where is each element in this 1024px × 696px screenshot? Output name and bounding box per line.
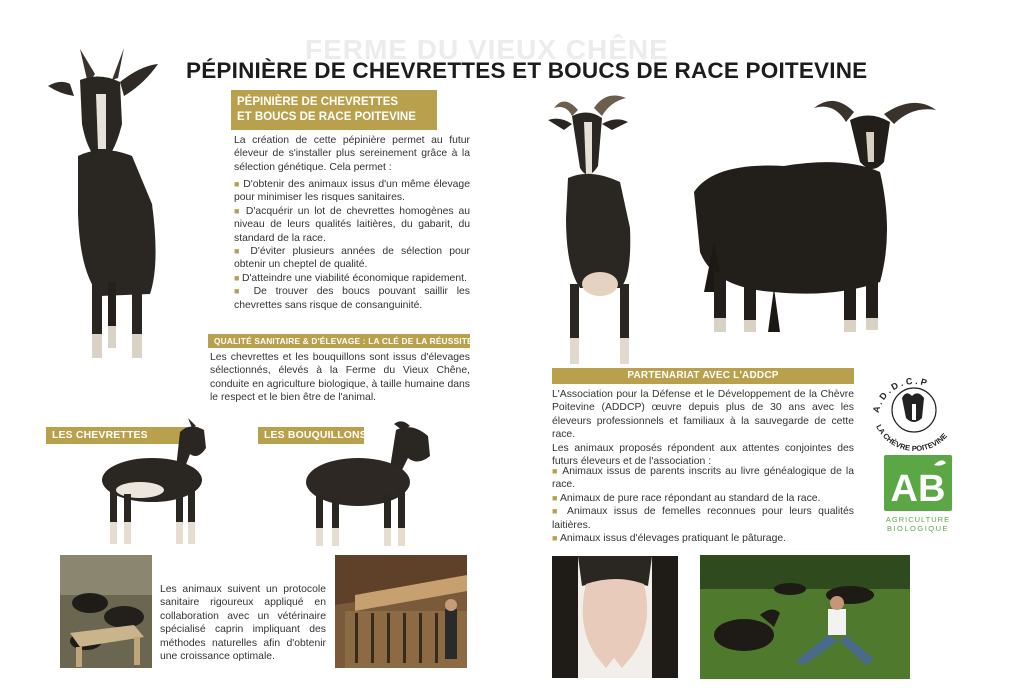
barn-interior-photo xyxy=(335,555,467,668)
list-item: ■ D'obtenir des animaux issus d'un même élevage pour minimiser les risques sanitaires. xyxy=(234,178,470,205)
pasture-with-farmer-photo xyxy=(700,555,910,679)
addcp-subtitle: LA CHÈVRE POITEVINE xyxy=(874,422,949,452)
goat-doe-photo xyxy=(540,88,670,370)
partenariat-section-title: PARTENARIAT AVEC L'ADDCP xyxy=(552,368,854,384)
chevrette-photo xyxy=(80,418,220,550)
pepiniere-section-title xyxy=(231,90,437,130)
page-title: PÉPINIÈRE DE CHEVRETTES ET BOUCS DE RACE POITEVINE xyxy=(186,58,868,83)
list-item: ■ D'acquérir un lot de chevrettes homogènes au niveau de leurs qualités laitières, du gabarit, du standard de la race. xyxy=(234,205,470,245)
partenariat-paragraph-2: Les animaux proposés répondent aux attentes conjointes des futurs éleveurs et de l'association : xyxy=(552,442,854,468)
pepiniere-intro-text: La création de cette pépinière permet au futur éleveur de s'installer plus sereinement grâce à la sélection génétique. Cela permet : xyxy=(234,135,470,173)
kids-feeding-photo xyxy=(60,555,152,668)
partenariat-paragraph-1: L'Association pour la Défense et le Développement de la Chèvre Poitevine (ADDCP) œuvre depuis plus de 30 ans avec les éleveurs professionnels et familiaux à la sauvegarde de cette race. xyxy=(552,389,854,441)
ab-label-agriculture: AGRICULTURE xyxy=(885,515,951,524)
bouquillon-photo xyxy=(290,418,440,550)
protocole-text: Les animaux suivent un protocole sanitaire rigoureux appliqué en collaboration avec un vétérinaire spécialisé caprin impliquant des méthodes naturelles afin d'obtenir une croissance optimale. xyxy=(160,584,326,663)
pepiniere-title-line2: ET BOUCS DE RACE POITEVINE xyxy=(237,111,416,123)
goat-buck-photo xyxy=(684,92,940,348)
pepiniere-benefits-list xyxy=(234,178,470,312)
goat-standing-front-photo xyxy=(40,44,180,374)
addcp-letters: A . D . D . C . P xyxy=(870,375,928,414)
list-item: ■ Animaux de pure race répondant au standard de la race. xyxy=(552,492,854,505)
list-item: ■ D'éviter plusieurs années de sélection pour obtenir un cheptel de qualité. xyxy=(234,245,470,272)
addcp-logo xyxy=(866,368,962,452)
list-item: ■ Animaux issus de parents inscrits au livre généalogique de la race. xyxy=(552,465,854,492)
chevrettes-label: LES CHEVRETTES xyxy=(46,427,198,444)
udder-closeup-photo xyxy=(552,556,678,678)
list-item: ■ Animaux issus d'élevages pratiquant le pâturage. xyxy=(552,532,854,545)
qualite-section-title: QUALITÉ SANITAIRE & D'ÉLEVAGE : LA CLÉ DE LA RÉUSSITE xyxy=(208,334,470,348)
ab-organic-logo xyxy=(884,455,952,511)
qualite-text: Les chevrettes et les bouquillons sont issus d'élevages sélectionnés, élevés à la Ferme du Vieux Chêne, conduite en agriculture biologique, à taille humaine dans le respect et le bien être de l'animal. xyxy=(210,352,470,404)
ab-mark: AB xyxy=(890,468,946,510)
ab-label-biologique: BIOLOGIQUE xyxy=(886,524,950,533)
list-item: ■ D'atteindre une viabilité économique rapidement. xyxy=(234,272,470,285)
partenariat-text xyxy=(552,388,854,468)
list-item: ■ Animaux issus de femelles reconnues pour leurs qualités laitières. xyxy=(552,505,854,532)
farm-name-watermark: FERME DU VIEUX CHÊNE xyxy=(305,34,669,65)
list-item: ■ De trouver des boucs pouvant saillir les chevrettes sans risque de consanguinité. xyxy=(234,285,470,312)
pepiniere-title-line1: PÉPINIÈRE DE CHEVRETTES xyxy=(237,96,399,108)
bouquillons-label: LES BOUQUILLONS xyxy=(258,427,364,444)
partenariat-criteria-list xyxy=(552,465,854,545)
